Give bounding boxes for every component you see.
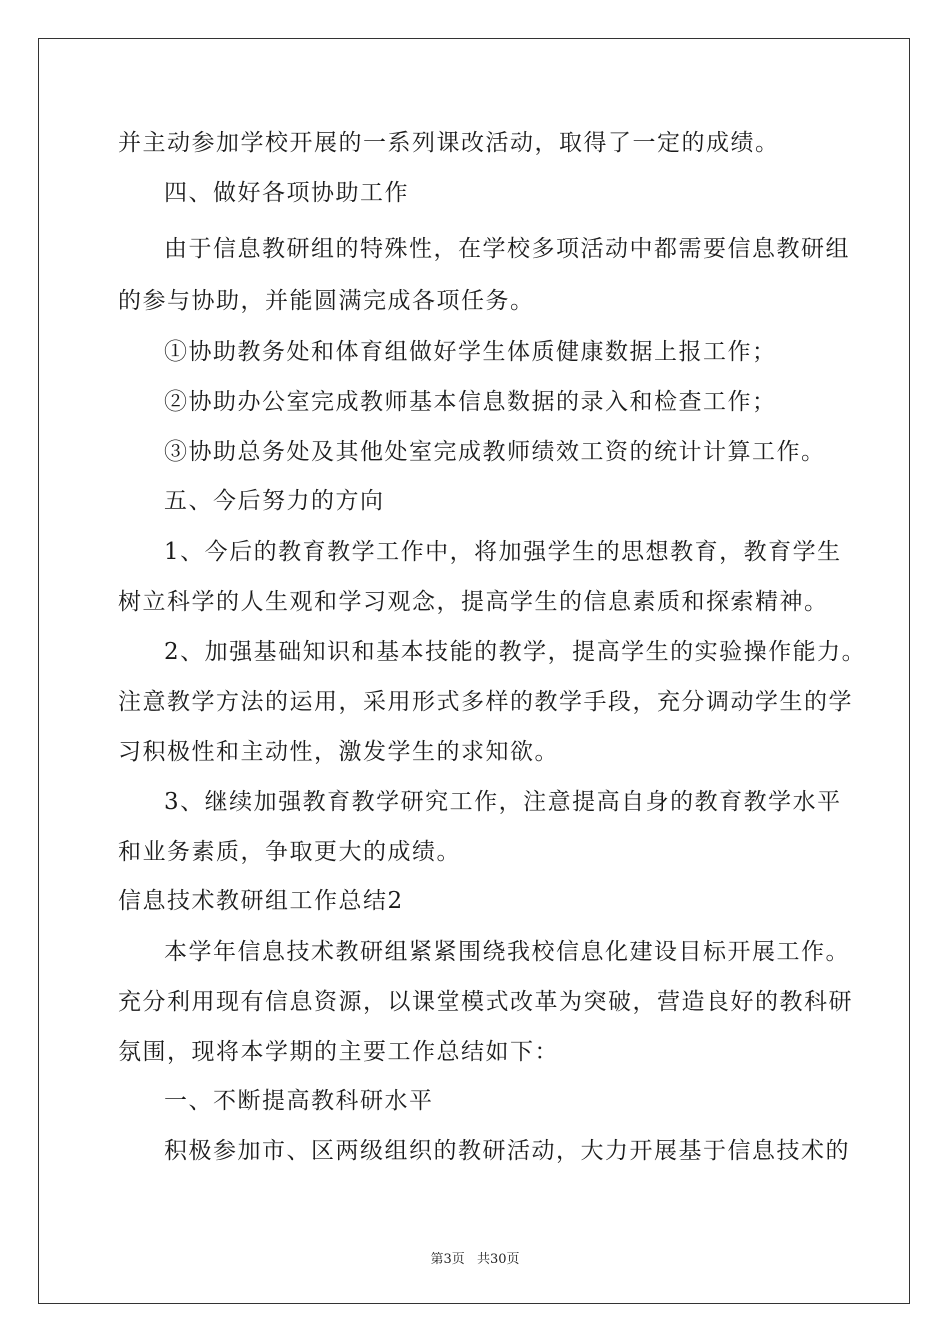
body-line: 氛围，现将本学期的主要工作总结如下：	[118, 1039, 559, 1065]
body-line: 树立科学的人生观和学习观念，提高学生的信息素质和探索精神。	[118, 589, 829, 615]
body-line: 积极参加市、区两级组织的教研活动，大力开展基于信息技术的	[164, 1138, 850, 1164]
section-heading: 五、今后努力的方向	[164, 488, 385, 514]
section-heading: 一、不断提高教科研水平	[164, 1088, 434, 1114]
list-item: ②协助办公室完成教师基本信息数据的录入和检查工作；	[164, 389, 777, 415]
body-line: 的参与协助，并能圆满完成各项任务。	[118, 288, 535, 314]
body-line: 3、继续加强教育教学研究工作，注意提高自身的教育教学水平	[164, 789, 842, 815]
body-line: 1、今后的教育教学工作中，将加强学生的思想教育，教育学生	[164, 539, 842, 565]
body-line: 注意教学方法的运用，采用形式多样的教学手段，充分调动学生的学	[118, 689, 853, 715]
list-item: ③协助总务处及其他处室完成教师绩效工资的统计计算工作。	[164, 439, 826, 465]
section-heading: 四、做好各项协助工作	[164, 180, 409, 206]
page-total: 共30页	[476, 1252, 520, 1267]
document-title: 信息技术教研组工作总结2	[118, 888, 404, 914]
list-item: ①协助教务处和体育组做好学生体质健康数据上报工作；	[164, 339, 777, 365]
body-line: 习积极性和主动性，激发学生的求知欲。	[118, 739, 559, 765]
body-line: 由于信息教研组的特殊性，在学校多项活动中都需要信息教研组	[164, 236, 850, 262]
body-line: 2、加强基础知识和基本技能的教学，提高学生的实验操作能力。	[164, 639, 867, 665]
body-line: 并主动参加学校开展的一系列课改活动，取得了一定的成绩。	[118, 130, 780, 156]
body-line: 和业务素质，争取更大的成绩。	[118, 839, 461, 865]
page-footer	[0, 1248, 950, 1267]
body-line: 充分利用现有信息资源，以课堂模式改革为突破，营造良好的教科研	[118, 989, 853, 1015]
body-line: 本学年信息技术教研组紧紧围绕我校信息化建设目标开展工作。	[164, 939, 850, 965]
page-number: 第3页	[430, 1252, 465, 1267]
